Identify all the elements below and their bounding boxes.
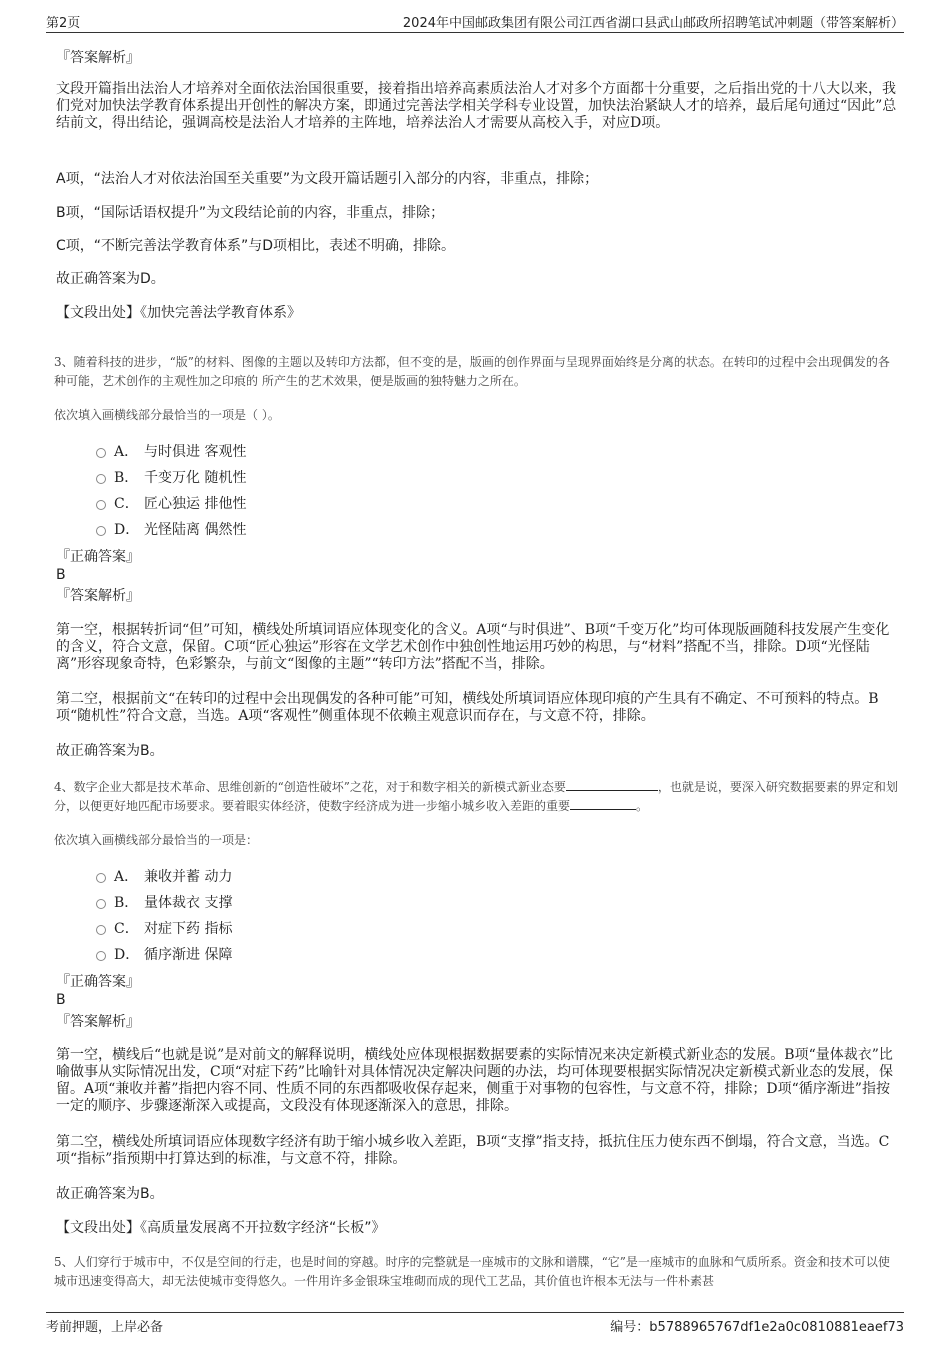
q4-answer: B <box>56 992 66 1008</box>
q3-analysis-paragraph-1: 第一空，根据转折词“但”可知，横线处所填词语应体现变化的含义。A项“与时俱进”、B项“千变万化”均可体现版画随科技发展产生变化的含义，符合文意，保留。C项“匠心独运”形容在文学艺术创作中独创性地运用巧妙的构思，与“材料”搭配不当，排除。D项“光怪陆离”形容现象奇特，色彩繁杂，与前文“图像的主题”“转印方法”搭配不当，排除。 <box>56 622 890 672</box>
q3-correct-label: 『正确答案』 <box>56 549 140 565</box>
q4-analysis-paragraph-2: 第二空，横线处所填词语应体现数字经济有助于缩小城乡收入差距，B项“支撑”指支持，抵抗住压力使东西不倒塌，符合文意，当选。C项“指标”指预期中打算达到的标准，与文意不符，排除。 <box>56 1134 890 1167</box>
q4-option-c[interactable]: C． 对症下药 指标 <box>56 916 456 942</box>
q3-option-c[interactable]: C． 匠心独运 排他性 <box>56 491 456 517</box>
radio-icon[interactable] <box>96 873 106 883</box>
footer-slogan: 考前押题，上岸必备 <box>46 1320 164 1335</box>
radio-icon[interactable] <box>96 951 106 961</box>
q4-analysis-paragraph-1: 第一空，横线后“也就是说”是对前文的解释说明，横线处应体现根据数据要素的实际情况来决定新模式新业态的发展。B项“量体裁衣”比喻做事从实际情况出发，C项“对症下药”比喻针对具体情况决定解决问题的办法，均可体现要根据实际情况决定新模式新业态的发展，保留。A项“兼收并蓄”指把内容不同、性质不同的东西都吸收保存起来，侧重于对事物的包容性，与文意不符，排除；D项“循序渐进”指按一定的顺序、步骤逐渐深入或提高，文段没有体现逐渐深入的意思，排除。 <box>56 1047 894 1114</box>
q5-stem: 5、人们穿行于城市中，不仅是空间的行走，也是时间的穿越。时序的完整就是一座城市的文脉和谱牒，“它”是一座城市的血脉和气质所系。资金和技术可以使城市迅速变得高大，却无法使城市变得悠久。一件用许多金银珠宝堆砌而成的现代工艺品，其价值也许根本无法与一件朴素甚 <box>54 1255 890 1288</box>
q4-option-d[interactable]: D． 循序渐进 保障 <box>56 942 456 968</box>
q2-option-b-analysis: B项，“国际话语权提升”为文段结论前的内容，非重点，排除； <box>56 205 445 221</box>
q4-analysis-label: 『答案解析』 <box>56 1014 140 1030</box>
q3-option-d[interactable]: D． 光怪陆离 偶然性 <box>56 517 456 543</box>
q3-prompt: 依次填入画横线部分最恰当的一项是（ ）。 <box>54 408 280 422</box>
q4-source: 【文段出处】《高质量发展离不开拉数字经济“长板”》 <box>56 1220 386 1236</box>
page-footer <box>46 1312 904 1337</box>
q3-analysis-paragraph-2: 第二空，根据前文“在转印的过程中会出现偶发的各种可能”可知，横线处所填词语应体现印痕的产生具有不确定、不可预料的特点。B项“随机性”符合文意，当选。A项“客观性”侧重体现不依赖主观意识而存在，与文意不符，排除。 <box>56 691 879 724</box>
q3-answer: B <box>56 567 66 583</box>
blank-line-2 <box>570 797 636 810</box>
q4-prompt: 依次填入画横线部分最恰当的一项是： <box>54 833 259 847</box>
radio-icon[interactable] <box>96 500 106 510</box>
page-number: 第2页 <box>46 16 81 31</box>
q2-option-c-analysis: C项，“不断完善法学教育体系”与D项相比，表述不明确，排除。 <box>56 238 456 254</box>
q4-stem: 4、数字企业大都是技术革命、思维创新的“创造性破坏”之花，对于和数字相关的新模式新业态要 ，也就是说，要深入研究数据要素的界定和划分，以便更好地匹配市场要求。要着眼实体经济，使数字经济成为进一步缩小城乡收入差距的重要 。 <box>54 780 898 813</box>
radio-icon[interactable] <box>96 474 106 484</box>
q2-analysis-label: 『答案解析』 <box>56 50 140 66</box>
q2-analysis-paragraph-1: 文段开篇指出法治人才培养对全面依法治国很重要，接着指出培养高素质法治人才对多个方面都十分重要，之后指出党的十八大以来，我们党对加快法学教育体系提出开创性的解决方案，即通过完善法学相关学科专业设置，加快法治紧缺人才的培养，最后尾句通过“因此”总结前文，得出结论，强调高校是法治人才培养的主阵地，培养法治人才需要从高校入手，对应D项。 <box>56 81 897 131</box>
q4-option-a[interactable]: A． 兼收并蓄 动力 <box>56 864 456 890</box>
radio-icon[interactable] <box>96 925 106 935</box>
q3-options <box>56 439 456 543</box>
q3-stem: 3、随着科技的进步，“版”的材料、图像的主题以及转印方法都，但不变的是，版画的创作界面与呈现界面始终是分离的状态。在转印的过程中会出现偶发的各种可能，艺术创作的主观性加之印痕的 所产生的艺术效果，便是版画的独特魅力之所在。 <box>54 355 890 388</box>
blank-line-1 <box>566 778 658 791</box>
page-header <box>46 12 904 33</box>
q4-correct-label: 『正确答案』 <box>56 974 140 990</box>
q3-conclusion: 故正确答案为B。 <box>56 743 164 759</box>
q4-option-b[interactable]: B． 量体裁衣 支撑 <box>56 890 456 916</box>
q3-option-a[interactable]: A． 与时俱进 客观性 <box>56 439 456 465</box>
q2-option-a-analysis: A项，“法治人才对依法治国至关重要”为文段开篇话题引入部分的内容，非重点，排除； <box>56 171 599 187</box>
document-code: 编号：b5788965767df1e2a0c0810881eaef73 <box>610 1320 904 1335</box>
q4-options <box>56 864 456 968</box>
radio-icon[interactable] <box>96 899 106 909</box>
q2-conclusion: 故正确答案为D。 <box>56 271 165 287</box>
radio-icon[interactable] <box>96 526 106 536</box>
q2-source: 【文段出处】《加快完善法学教育体系》 <box>56 305 301 321</box>
q3-analysis-label: 『答案解析』 <box>56 588 140 604</box>
q4-conclusion: 故正确答案为B。 <box>56 1186 164 1202</box>
radio-icon[interactable] <box>96 448 106 458</box>
document-title: 2024年中国邮政集团有限公司江西省湖口县武山邮政所招聘笔试冲刺题（带答案解析） <box>402 16 904 31</box>
q3-option-b[interactable]: B． 千变万化 随机性 <box>56 465 456 491</box>
